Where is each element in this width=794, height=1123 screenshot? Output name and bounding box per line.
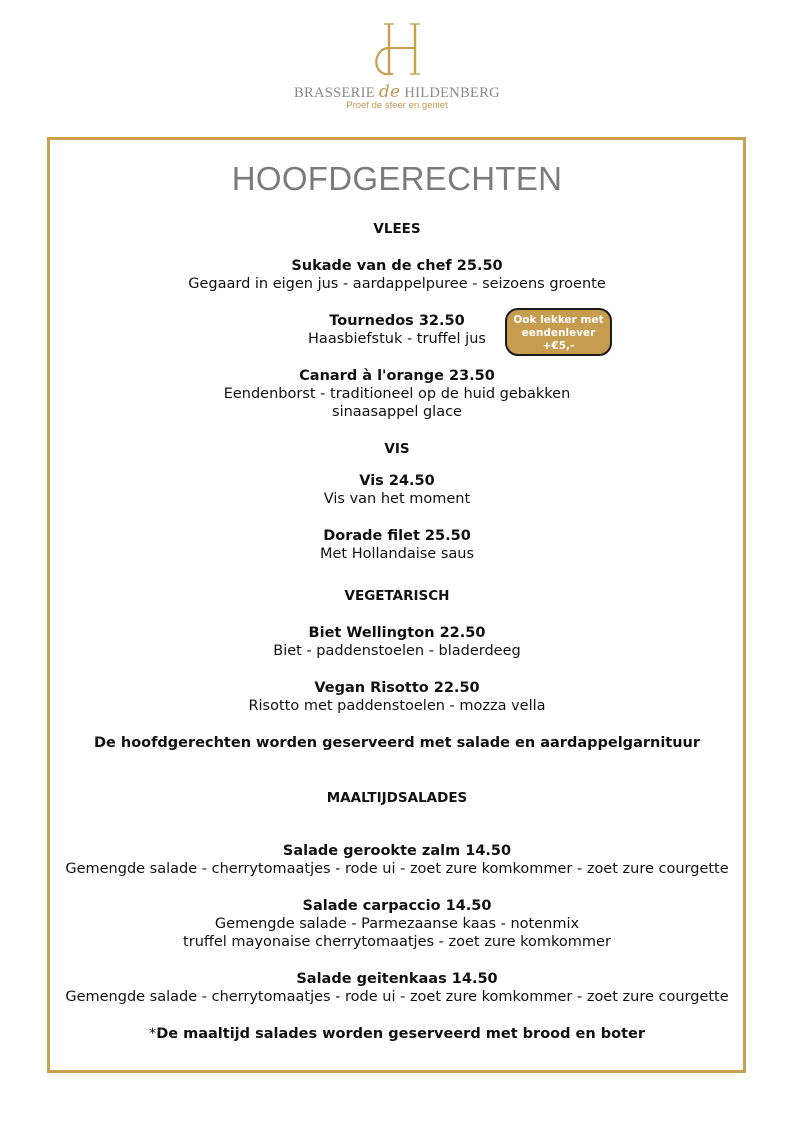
note-main-courses: De hoofdgerechten worden geserveerd met salade en aardappelgarnituur xyxy=(93,735,701,751)
brand-tagline: Proef de sfeer en geniet xyxy=(346,100,448,111)
section-heading-salades: MAALTIJDSALADES xyxy=(326,790,468,806)
dish-desc-sukade: Gegaard in eigen jus - aardappelpuree - seizoens groente xyxy=(188,276,606,292)
brand-name: BRASSERIE de HILDENBERG xyxy=(294,82,500,102)
note-salades: *De maaltijd salades worden geserveerd met brood en boter xyxy=(148,1026,646,1042)
dish-desc-biet: Biet - paddenstoelen - bladerdeeg xyxy=(273,643,521,659)
brand-logo xyxy=(0,18,794,111)
dish-desc-zalm: Gemengde salade - cherrytomaatjes - rode ui - zoet zure komkommer - zoet zure courgette xyxy=(65,861,729,877)
dish-name-geitenkaas: Salade geitenkaas 14.50 xyxy=(296,971,498,987)
dish-name-vis: Vis 24.50 xyxy=(359,473,435,489)
section-heading-vegetarisch: VEGETARISCH xyxy=(344,588,450,604)
section-heading-vlees: VLEES xyxy=(373,221,421,237)
dish-name-risotto: Vegan Risotto 22.50 xyxy=(314,680,480,696)
dish-desc-carpaccio-1: Gemengde salade - Parmezaanse kaas - notenmix xyxy=(214,916,580,932)
dish-name-dorade: Dorade filet 25.50 xyxy=(323,528,471,544)
dish-desc-dorade: Met Hollandaise saus xyxy=(319,546,475,562)
page-title: HOOFDGERECHTEN xyxy=(231,160,563,197)
dh-monogram-icon xyxy=(367,18,427,80)
dish-name-biet: Biet Wellington 22.50 xyxy=(308,625,486,641)
dish-name-carpaccio: Salade carpaccio 14.50 xyxy=(302,898,492,914)
dish-desc-carpaccio-2: truffel mayonaise cherrytomaatjes - zoet zure komkommer xyxy=(183,934,611,950)
eendenlever-badge: Ook lekker met eendenlever +€5,- xyxy=(505,308,612,356)
dish-desc-canard-2: sinaasappel glace xyxy=(332,404,462,420)
section-heading-vis: VIS xyxy=(384,441,410,457)
dish-desc-geitenkaas: Gemengde salade - cherrytomaatjes - rode ui - zoet zure komkommer - zoet zure courgette xyxy=(65,989,729,1005)
dish-name-sukade: Sukade van de chef 25.50 xyxy=(291,258,503,274)
dish-name-zalm: Salade gerookte zalm 14.50 xyxy=(282,843,512,859)
dish-name-canard: Canard à l'orange 23.50 xyxy=(299,368,495,384)
dish-name-tournedos: Tournedos 32.50 xyxy=(329,313,465,329)
dish-desc-tournedos: Haasbiefstuk - truffel jus xyxy=(308,331,486,347)
dish-desc-canard-1: Eendenborst - traditioneel op de huid gebakken xyxy=(223,386,571,402)
dish-desc-risotto: Risotto met paddenstoelen - mozza vella xyxy=(248,698,546,714)
dish-desc-vis: Vis van het moment xyxy=(323,491,471,507)
